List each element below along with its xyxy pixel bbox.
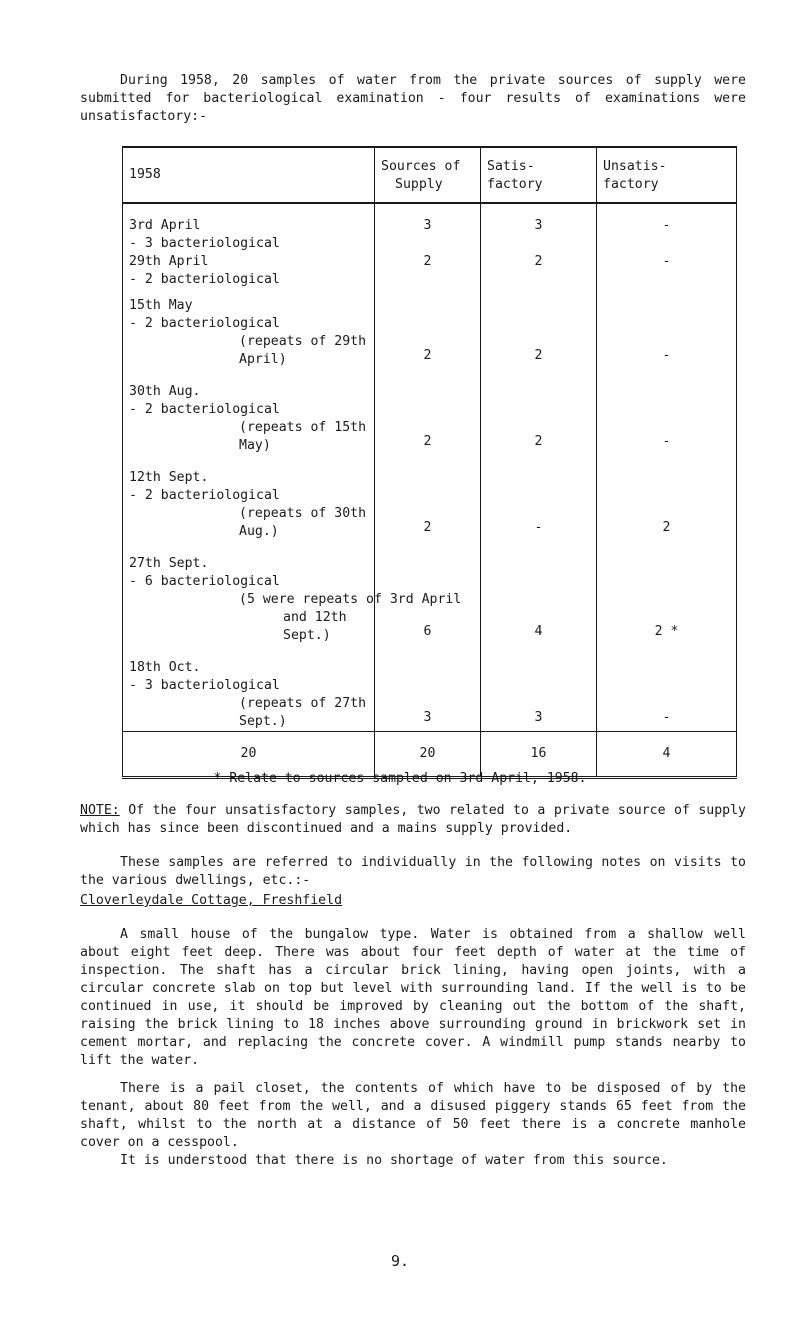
row-desc-line: (repeats of 27th Sept.) — [239, 696, 367, 729]
table-footnote: * Relate to sources sampled on 3rd April, 1958. — [213, 771, 587, 786]
header-satisfactory-line-2: factory — [487, 177, 543, 192]
total-unsatisfactory: 4 — [597, 732, 737, 778]
row-description — [123, 289, 375, 369]
row-satisfactory: 3 — [481, 645, 597, 732]
table-row — [123, 369, 737, 455]
row-description — [123, 253, 375, 289]
row-sources: 2 — [375, 369, 481, 455]
row-desc-line: - 6 bacteriological — [129, 574, 280, 589]
total-samples: 20 — [123, 732, 375, 778]
header-satisfactory-line-1: Satis- — [487, 159, 535, 174]
table-row — [123, 541, 737, 645]
table-row — [123, 253, 737, 289]
header-unsatisfactory — [597, 147, 737, 203]
row-description — [123, 541, 462, 645]
table-header-row — [123, 147, 737, 203]
row-sources: 2 — [375, 455, 481, 541]
header-satisfactory — [481, 147, 597, 203]
note-text: Of the four unsatisfactory samples, two related to a private source of supply which has since been discontinued and a mains supply provided. — [80, 803, 746, 836]
header-sources — [375, 147, 481, 203]
row-unsatisfactory: - — [597, 369, 737, 455]
row-desc-line: (repeats of 30th Aug.) — [239, 506, 367, 539]
row-date: 18th Oct. — [129, 660, 201, 675]
row-sources: 2 — [375, 253, 481, 289]
row-desc-line: - 3 bacteriological — [129, 236, 280, 251]
header-sources-line-1: Sources of — [381, 159, 461, 174]
table-row — [123, 645, 737, 732]
row-unsatisfactory: - — [597, 289, 737, 369]
row-unsatisfactory: 2 * — [597, 541, 737, 645]
cottage-paragraph-2: There is a pail closet, the contents of which have to be disposed of by the tenant, about 80 feet from the well, and a disused piggery stands 65 feet from the shaft, whilst to the north at a distance of 50 feet there is a concrete manhole cover on a cesspool. — [80, 1081, 746, 1150]
row-satisfactory: 2 — [481, 289, 597, 369]
table-row — [123, 203, 737, 253]
row-desc-line: - 2 bacteriological — [129, 402, 280, 417]
row-satisfactory: 2 — [481, 253, 597, 289]
row-unsatisfactory: 2 — [597, 455, 737, 541]
cottage-paragraph-3: It is understood that there is no shortage of water from this source. — [120, 1153, 668, 1168]
row-unsatisfactory: - — [597, 203, 737, 253]
row-sources: 3 — [375, 203, 481, 253]
total-satisfactory: 16 — [481, 732, 597, 778]
section-heading: Cloverleydale Cottage, Freshfield — [80, 893, 343, 908]
row-date: 29th April — [129, 254, 209, 269]
total-sources: 20 — [375, 732, 481, 778]
row-date: 12th Sept. — [129, 470, 209, 485]
page-number: 9. — [390, 1252, 410, 1270]
table-row — [123, 455, 737, 541]
header-unsatisfactory-line-2: factory — [603, 177, 659, 192]
cottage-paragraph-1: A small house of the bungalow type. Water is obtained from a shallow well about eight feet deep. There was about four feet depth of water at the time of inspection. The shaft has a circular brick lining, having open joints, with a circular concrete slab on top but level with surrounding land. If the well is to be continued in use, it should be improved by cleaning out the bottom of the shaft, raising the brick lining to 18 inches above surrounding ground in brickwork set in cement mortar, and replacing the concrete cover. A windmill pump stands nearby to lift the water. — [80, 927, 746, 1068]
row-description — [123, 203, 375, 253]
row-desc-line: - 3 bacteriological — [129, 678, 280, 693]
row-date: 15th May — [129, 298, 193, 313]
row-unsatisfactory: - — [597, 253, 737, 289]
note-label: NOTE: — [80, 803, 120, 818]
row-sources: 3 — [375, 645, 481, 732]
samples-table — [122, 146, 737, 779]
row-desc-line: - 2 bacteriological — [129, 272, 280, 287]
row-description — [123, 455, 375, 541]
row-description — [123, 369, 375, 455]
row-date: 30th Aug. — [129, 384, 201, 399]
row-sources: 6 — [375, 541, 481, 645]
row-sources: 2 — [375, 289, 481, 369]
row-desc-line: (5 were repeats of 3rd April — [239, 592, 462, 607]
header-sources-line-2: Supply — [395, 177, 443, 192]
row-satisfactory: - — [481, 455, 597, 541]
row-desc-line: - 2 bacteriological — [129, 316, 280, 331]
header-year: 1958 — [123, 147, 375, 203]
row-desc-line: and 12th Sept.) — [283, 610, 347, 643]
row-unsatisfactory: - — [597, 645, 737, 732]
note-paragraph — [80, 802, 746, 838]
samples-paragraph: These samples are referred to individually in the following notes on visits to the various dwellings, etc.:- — [80, 855, 746, 888]
row-satisfactory: 2 — [481, 369, 597, 455]
table-row — [123, 289, 737, 369]
row-satisfactory: 3 — [481, 203, 597, 253]
intro-paragraph: During 1958, 20 samples of water from the private sources of supply were submitted for bacteriological examination - four results of examinations were unsatisfactory:- — [80, 73, 746, 124]
header-unsatisfactory-line-1: Unsatis- — [603, 159, 667, 174]
row-desc-line: (repeats of 29th April) — [239, 334, 367, 367]
row-satisfactory: 4 — [481, 541, 597, 645]
row-desc-line: - 2 bacteriological — [129, 488, 280, 503]
row-description — [123, 645, 375, 732]
row-date: 3rd April — [129, 218, 201, 233]
row-date: 27th Sept. — [129, 556, 209, 571]
row-desc-line: (repeats of 15th May) — [239, 420, 367, 453]
